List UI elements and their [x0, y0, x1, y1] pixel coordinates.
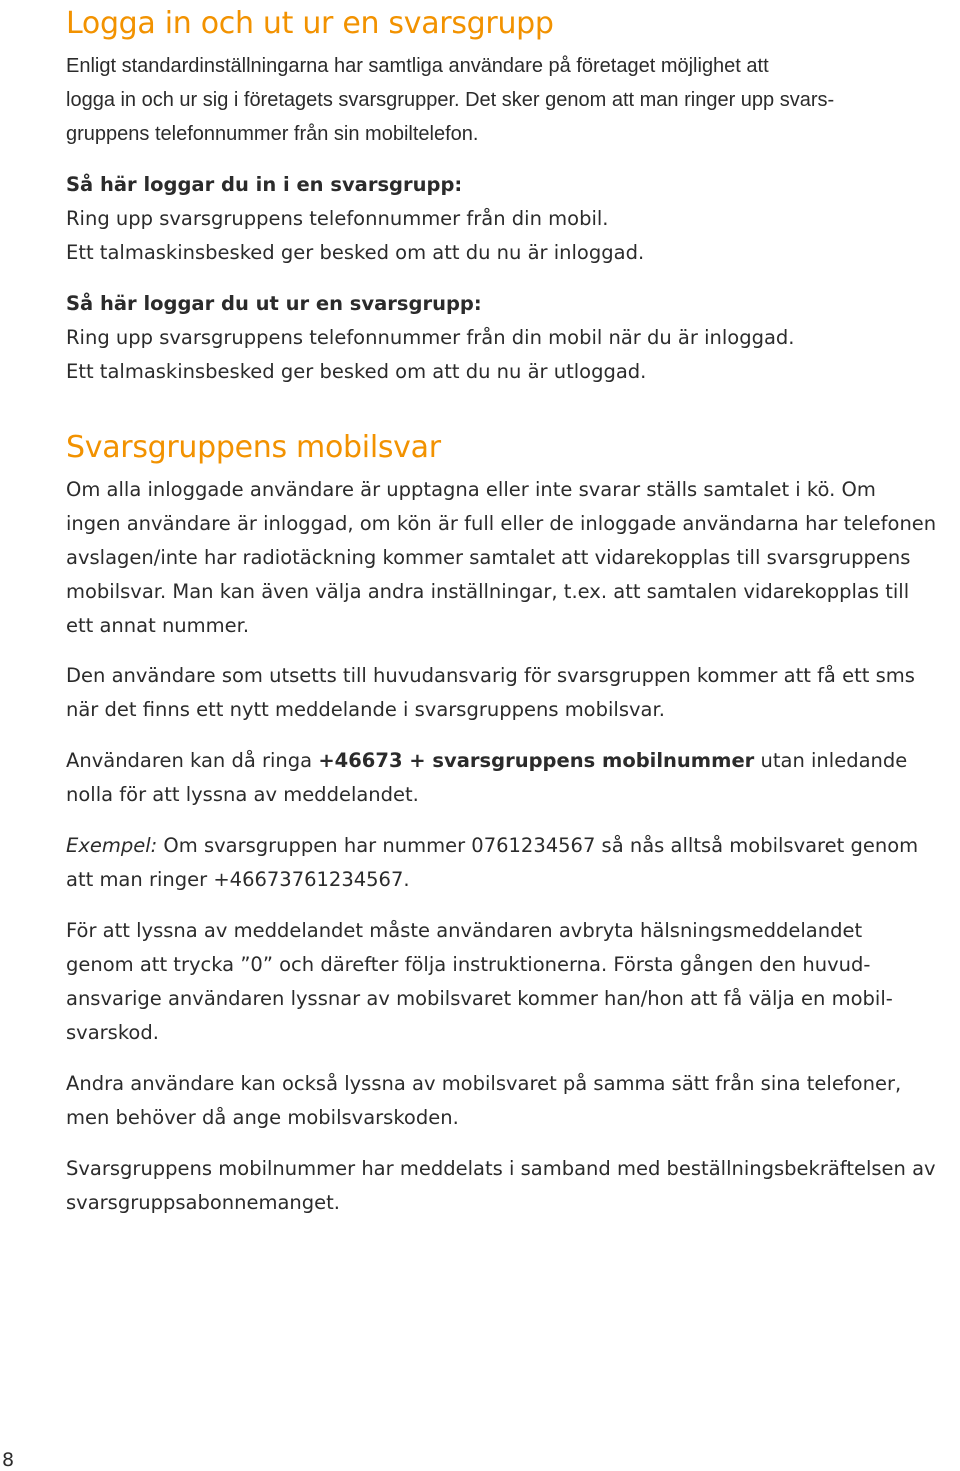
- dial-text-end: utan inledande: [754, 749, 908, 772]
- section-heading-voicemail: Svarsgruppens mobilsvar: [66, 430, 441, 465]
- paragraph-line: Andra användare kan också lyssna av mobilsvaret på samma sätt från sina telefoner,: [66, 1072, 902, 1095]
- intro-line: Enligt standardinställningarna har samtliga användare på företaget möjlighet att: [66, 55, 769, 77]
- login-instruction-line: Ring upp svarsgruppens telefonnummer från din mobil.: [66, 207, 609, 230]
- login-instruction-line: Ett talmaskinsbesked ger besked om att du nu är inloggad.: [66, 241, 645, 264]
- intro-line: logga in och ur sig i företagets svarsgrupper. Det sker genom att man ringer upp svars-: [66, 89, 835, 111]
- paragraph-line: när det finns ett nytt meddelande i svarsgruppens mobilsvar.: [66, 698, 665, 721]
- dial-number: +46673 + svarsgruppens mobilnummer: [318, 749, 755, 772]
- dial-text: Användaren kan då ringa: [66, 749, 319, 772]
- intro-line: gruppens telefonnummer från sin mobiltelefon.: [66, 123, 479, 145]
- paragraph-line: Om alla inloggade användare är upptagna eller inte svarar ställs samtalet i kö. Om: [66, 478, 876, 501]
- logout-instructions-title: Så här loggar du ut ur en svarsgrupp:: [66, 292, 482, 315]
- paragraph-line: För att lyssna av meddelandet måste användaren avbryta hälsningsmeddelandet: [66, 919, 863, 942]
- paragraph-line: svarsgruppsabonnemanget.: [66, 1191, 340, 1214]
- paragraph-line: nolla för att lyssna av meddelandet.: [66, 783, 419, 806]
- paragraph-line: mobilsvar. Man kan även välja andra inställningar, t.ex. att samtalen vidarekopplas till: [66, 580, 910, 603]
- paragraph-line: ett annat nummer.: [66, 614, 250, 637]
- example-line: [66, 836, 918, 856]
- paragraph-line: [66, 751, 907, 771]
- paragraph-line: genom att trycka ”0” och därefter följa instruktionerna. Första gången den huvud-: [66, 953, 871, 976]
- login-instructions-title: Så här loggar du in i en svarsgrupp:: [66, 173, 463, 196]
- paragraph-line: Den användare som utsetts till huvudansvarig för svarsgruppen kommer att få ett sms: [66, 664, 915, 687]
- example-text: Om svarsgruppen har nummer 0761234567 så nås alltså mobilsvaret genom: [157, 834, 919, 857]
- paragraph-line: men behöver då ange mobilsvarskoden.: [66, 1106, 459, 1129]
- example-line: att man ringer +46673761234567.: [66, 868, 410, 891]
- logout-instruction-line: Ett talmaskinsbesked ger besked om att du nu är utloggad.: [66, 360, 647, 383]
- section-heading-login: Logga in och ut ur en svarsgrupp: [66, 6, 554, 41]
- logout-instruction-line: Ring upp svarsgruppens telefonnummer från din mobil när du är inloggad.: [66, 326, 795, 349]
- example-label: Exempel:: [66, 834, 158, 857]
- paragraph-line: ansvarige användaren lyssnar av mobilsvaret kommer han/hon att få välja en mobil-: [66, 987, 893, 1010]
- paragraph-line: svarskod.: [66, 1021, 159, 1044]
- paragraph-line: ingen användare är inloggad, om kön är full eller de inloggade användarna har telefonen: [66, 512, 937, 535]
- paragraph-line: avslagen/inte har radiotäckning kommer samtalet att vidarekopplas till svarsgruppens: [66, 546, 911, 569]
- paragraph-line: Svarsgruppens mobilnummer har meddelats i samband med beställningsbekräftelsen av: [66, 1157, 936, 1180]
- page-number: 8: [2, 1449, 15, 1471]
